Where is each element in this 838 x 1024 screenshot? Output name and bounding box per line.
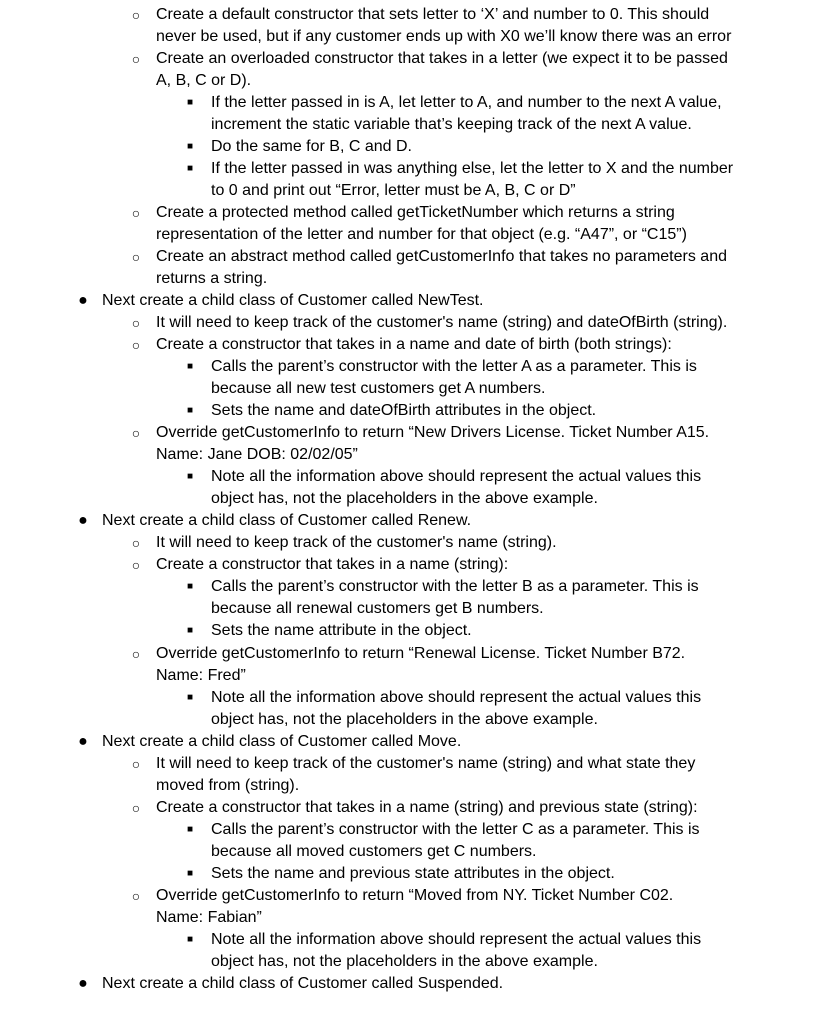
continuation-line: A, B, C or D). — [156, 72, 252, 89]
square-bullet-icon: ■ — [186, 581, 194, 592]
continuation-line: Name: Fred” — [156, 667, 246, 684]
square-bullet-icon: ■ — [186, 868, 194, 879]
level2-item-text: It will need to keep track of the customer's name (string) and what state they — [156, 755, 696, 772]
continuation-line: to 0 and print out “Error, letter must be A, B, C or D” — [211, 182, 576, 199]
level2-item-text: Create a constructor that takes in a name and date of birth (both strings): — [156, 336, 672, 353]
level3-item-text: Calls the parent’s constructor with the letter B as a parameter. This is — [211, 578, 699, 595]
level2-item-text: Create a constructor that takes in a name (string): — [156, 556, 509, 573]
circle-bullet-icon: ○ — [131, 337, 141, 353]
square-bullet-icon: ■ — [186, 824, 194, 835]
level2-item-text: Create a protected method called getTicketNumber which returns a string — [156, 204, 675, 221]
circle-bullet-icon: ○ — [131, 7, 141, 23]
circle-bullet-icon: ○ — [131, 557, 141, 573]
disc-bullet-icon: ● — [78, 733, 88, 750]
level2-item-text: It will need to keep track of the customer's name (string). — [156, 534, 557, 551]
level3-item-text: Note all the information above should represent the actual values this — [211, 468, 702, 485]
continuation-line: Name: Fabian” — [156, 909, 262, 926]
level3-item-text: Sets the name and dateOfBirth attributes in the object. — [211, 402, 597, 419]
level2-item-text: Override getCustomerInfo to return “Renewal License. Ticket Number B72. — [156, 645, 686, 662]
circle-bullet-icon: ○ — [131, 800, 141, 816]
level2-item-text: It will need to keep track of the customer's name (string) and dateOfBirth (string). — [156, 314, 728, 331]
continuation-line: because all renewal customers get B numbers. — [211, 600, 544, 617]
level3-item-text: If the letter passed in was anything else, let the letter to X and the number — [211, 160, 734, 177]
level2-item-text: Create an abstract method called getCustomerInfo that takes no parameters and — [156, 248, 727, 265]
level1-item-text: Next create a child class of Customer called Renew. — [102, 512, 472, 529]
circle-bullet-icon: ○ — [131, 205, 141, 221]
continuation-line: moved from (string). — [156, 777, 300, 794]
continuation-line: increment the static variable that’s keeping track of the next A value. — [211, 116, 692, 133]
level2-item-text: Override getCustomerInfo to return “Moved from NY. Ticket Number C02. — [156, 887, 674, 904]
level2-item-text: Create a constructor that takes in a name (string) and previous state (string): — [156, 799, 698, 816]
square-bullet-icon: ■ — [186, 405, 194, 416]
disc-bullet-icon: ● — [78, 512, 88, 529]
level2-item-text: Create a default constructor that sets letter to ‘X’ and number to 0. This should — [156, 6, 710, 23]
level3-item-text: If the letter passed in is A, let letter to A, and number to the next A value, — [211, 94, 722, 111]
level3-item-text: Calls the parent’s constructor with the letter A as a parameter. This is — [211, 358, 697, 375]
level3-item-text: Note all the information above should represent the actual values this — [211, 931, 702, 948]
disc-bullet-icon: ● — [78, 975, 88, 992]
continuation-line: because all new test customers get A numbers. — [211, 380, 546, 397]
square-bullet-icon: ■ — [186, 97, 194, 108]
square-bullet-icon: ■ — [186, 163, 194, 174]
level1-item-text: Next create a child class of Customer called Suspended. — [102, 975, 504, 992]
square-bullet-icon: ■ — [186, 361, 194, 372]
level3-item-text: Do the same for B, C and D. — [211, 138, 412, 155]
level3-item-text: Sets the name and previous state attributes in the object. — [211, 865, 615, 882]
circle-bullet-icon: ○ — [131, 249, 141, 265]
continuation-line: representation of the letter and number for that object (e.g. “A47”, or “C15”) — [156, 226, 687, 243]
level2-item-text: Override getCustomerInfo to return “New Drivers License. Ticket Number A15. — [156, 424, 710, 441]
continuation-line: because all moved customers get C numbers. — [211, 843, 537, 860]
level3-item-text: Sets the name attribute in the object. — [211, 622, 472, 639]
level1-item-text: Next create a child class of Customer called Move. — [102, 733, 462, 750]
level3-item-text: Calls the parent’s constructor with the letter C as a parameter. This is — [211, 821, 700, 838]
square-bullet-icon: ■ — [186, 692, 194, 703]
continuation-line: returns a string. — [156, 270, 268, 287]
circle-bullet-icon: ○ — [131, 425, 141, 441]
circle-bullet-icon: ○ — [131, 756, 141, 772]
continuation-line: never be used, but if any customer ends up with X0 we’ll know there was an error — [156, 28, 732, 45]
continuation-line: object has, not the placeholders in the above example. — [211, 953, 598, 970]
square-bullet-icon: ■ — [186, 471, 194, 482]
square-bullet-icon: ■ — [186, 625, 194, 636]
level3-item-text: Note all the information above should represent the actual values this — [211, 689, 702, 706]
circle-bullet-icon: ○ — [131, 646, 141, 662]
disc-bullet-icon: ● — [78, 292, 88, 309]
circle-bullet-icon: ○ — [131, 51, 141, 67]
continuation-line: object has, not the placeholders in the above example. — [211, 490, 598, 507]
continuation-line: Name: Jane DOB: 02/02/05” — [156, 446, 358, 463]
circle-bullet-icon: ○ — [131, 888, 141, 904]
circle-bullet-icon: ○ — [131, 535, 141, 551]
level2-item-text: Create an overloaded constructor that takes in a letter (we expect it to be passed — [156, 50, 728, 67]
level1-item-text: Next create a child class of Customer called NewTest. — [102, 292, 484, 309]
continuation-line: object has, not the placeholders in the above example. — [211, 711, 598, 728]
circle-bullet-icon: ○ — [131, 315, 141, 331]
square-bullet-icon: ■ — [186, 934, 194, 945]
square-bullet-icon: ■ — [186, 141, 194, 152]
